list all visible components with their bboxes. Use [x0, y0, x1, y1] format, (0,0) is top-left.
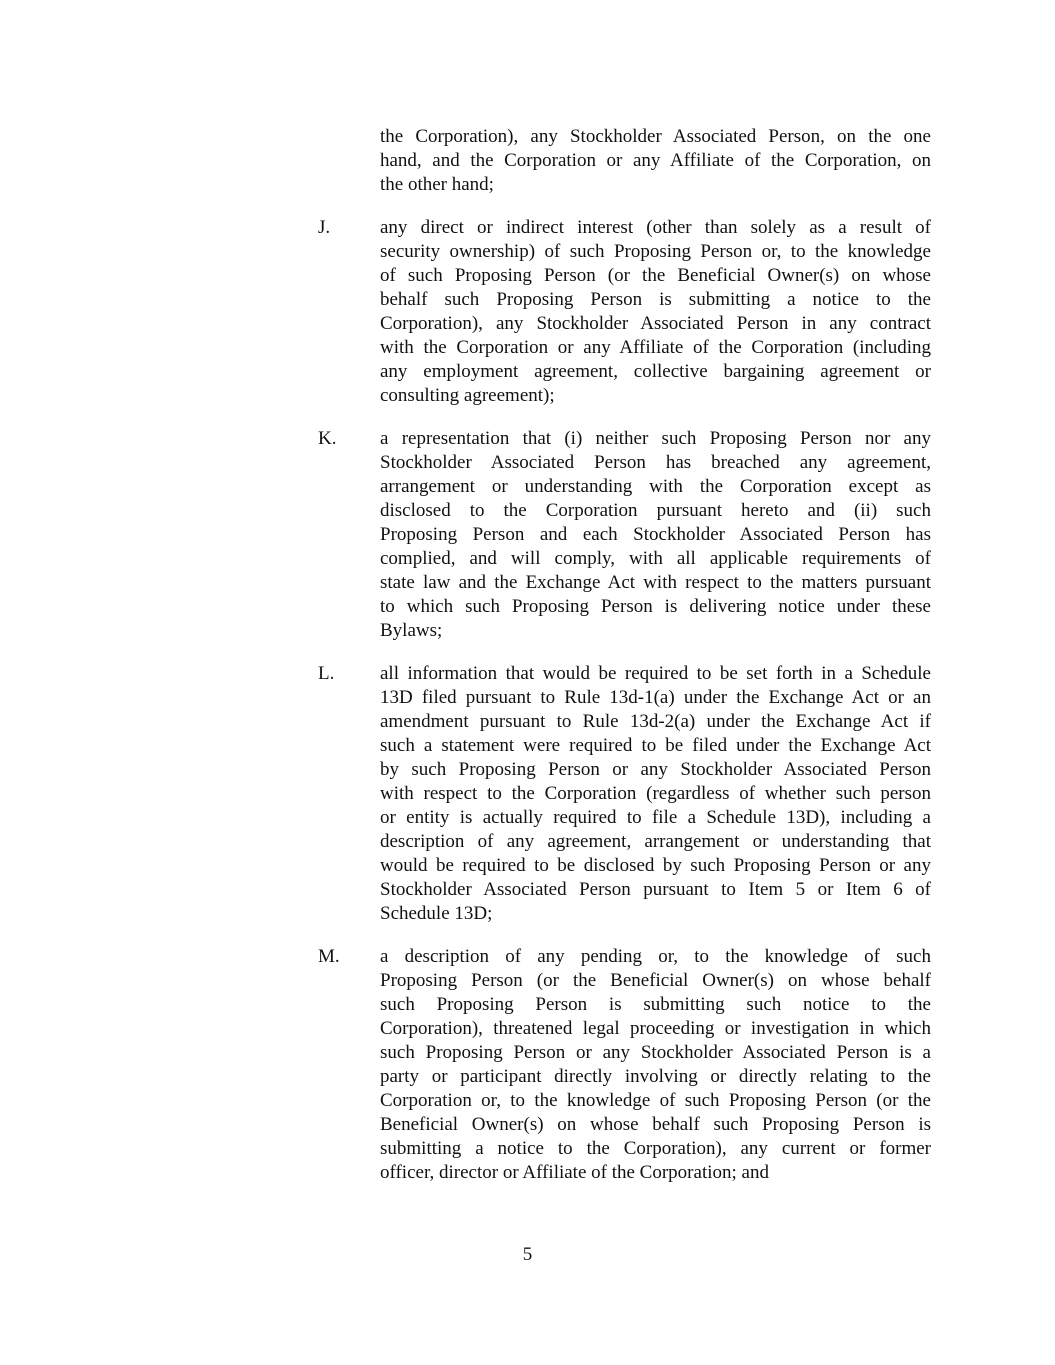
text-line: arrangement or understanding with the Corporation except as — [380, 476, 931, 497]
text-line: description of any agreement, arrangement or understanding that — [380, 831, 931, 852]
text-line: a representation that (i) neither such Proposing Person nor any — [380, 428, 931, 449]
text-line: party or participant directly involving or directly relating to the — [380, 1066, 931, 1087]
text-line: Bylaws; — [380, 620, 443, 641]
text-line: by such Proposing Person or any Stockholder Associated Person — [380, 759, 931, 780]
text-line: Schedule 13D; — [380, 903, 493, 924]
paragraph-text — [380, 125, 931, 197]
paragraph-text — [380, 216, 931, 408]
text-line: the Corporation), any Stockholder Associated Person, on the one — [380, 126, 931, 147]
text-line: a description of any pending or, to the knowledge of such — [380, 946, 931, 967]
document-body — [318, 125, 931, 1204]
paragraph — [318, 427, 931, 643]
text-line: Stockholder Associated Person has breached any agreement, — [380, 452, 931, 473]
paragraph-label: M. — [318, 946, 340, 967]
text-line: would be required to be disclosed by such Proposing Person or any — [380, 855, 931, 876]
text-line: of such Proposing Person (or the Beneficial Owner(s) on whose — [380, 265, 931, 286]
text-line: such a statement were required to be filed under the Exchange Act — [380, 735, 931, 756]
text-line: state law and the Exchange Act with respect to the matters pursuant — [380, 572, 931, 593]
text-line: any employment agreement, collective bargaining agreement or — [380, 361, 931, 382]
text-line: officer, director or Affiliate of the Corporation; and — [380, 1162, 769, 1183]
text-line: or entity is actually required to file a Schedule 13D), including a — [380, 807, 931, 828]
text-line: the other hand; — [380, 174, 494, 195]
text-line: Corporation), any Stockholder Associated Person in any contract — [380, 313, 931, 334]
paragraph — [318, 216, 931, 408]
text-line: Stockholder Associated Person pursuant to Item 5 or Item 6 of — [380, 879, 931, 900]
paragraph — [318, 945, 931, 1185]
paragraph — [318, 125, 931, 197]
page-number: 5 — [522, 1244, 533, 1265]
text-line: Corporation), threatened legal proceeding or investigation in which — [380, 1018, 931, 1039]
text-line: such Proposing Person is submitting such notice to the — [380, 994, 931, 1015]
text-line: Proposing Person (or the Beneficial Owner(s) on whose behalf — [380, 970, 931, 991]
paragraph-label: J. — [318, 217, 331, 238]
text-line: such Proposing Person or any Stockholder Associated Person is a — [380, 1042, 931, 1063]
text-line: security ownership) of such Proposing Person or, to the knowledge — [380, 241, 931, 262]
paragraph-text — [380, 662, 931, 926]
text-line: Proposing Person and each Stockholder Associated Person has — [380, 524, 931, 545]
paragraph-label: K. — [318, 428, 337, 449]
text-line: behalf such Proposing Person is submitting a notice to the — [380, 289, 931, 310]
text-line: Corporation or, to the knowledge of such Proposing Person (or the — [380, 1090, 931, 1111]
text-line: consulting agreement); — [380, 385, 555, 406]
paragraph-text — [380, 427, 931, 643]
text-line: to which such Proposing Person is delivering notice under these — [380, 596, 931, 617]
text-line: amendment pursuant to Rule 13d-2(a) under the Exchange Act if — [380, 711, 931, 732]
paragraph-label: L. — [318, 663, 335, 684]
paragraph-text — [380, 945, 931, 1185]
text-line: with the Corporation or any Affiliate of the Corporation (including — [380, 337, 931, 358]
text-line: 13D filed pursuant to Rule 13d-1(a) under the Exchange Act or an — [380, 687, 931, 708]
text-line: disclosed to the Corporation pursuant hereto and (ii) such — [380, 500, 931, 521]
text-line: hand, and the Corporation or any Affiliate of the Corporation, on — [380, 150, 931, 171]
text-line: submitting a notice to the Corporation), any current or former — [380, 1138, 931, 1159]
text-line: all information that would be required to be set forth in a Schedule — [380, 663, 931, 684]
text-line: with respect to the Corporation (regardless of whether such person — [380, 783, 931, 804]
paragraph — [318, 662, 931, 926]
text-line: complied, and will comply, with all applicable requirements of — [380, 548, 931, 569]
text-line: Beneficial Owner(s) on whose behalf such Proposing Person is — [380, 1114, 931, 1135]
text-line: any direct or indirect interest (other than solely as a result of — [380, 217, 931, 238]
